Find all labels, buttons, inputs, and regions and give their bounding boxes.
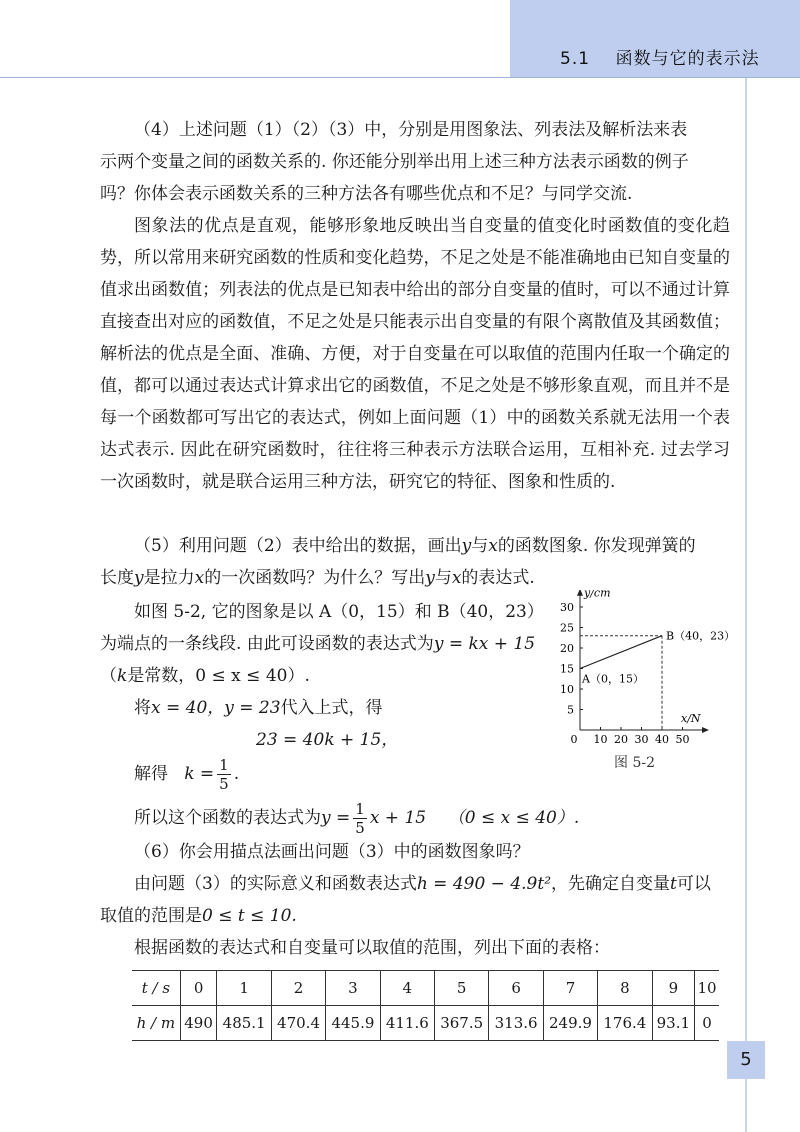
figure-caption: 图 5-2 <box>614 755 655 771</box>
table-cell: 485.1 <box>217 1006 271 1041</box>
fraction-one-fifth-2: $\frac{1}{5}$ <box>355 800 365 837</box>
table-cell: 6 <box>489 971 543 1006</box>
paragraph-2: 图象法的优点是直观，能够形象地反映出当自变量的值变化时函数值的变化趋势，所以常用来研究函数的性质和变化趋势，不足之处是不能准确地由已知自变量的值求出函数值；列表法的优点是已知表中给出的部分自变量的值时，可以不通过计算直接查出对应的函数值，不足之处是只能表示出自变量的有限个离散值及其函数值；解析法的优点是全面、准确、方便，对于自变量在可以取值的范围内任取一个确定的值，都可以通过表达式计算求出它的函数值，不足之处是不够形象直观，而且并不是每一个函数都可写出它的表达式，例如上面问题（1）中的函数关系就无法用一个表达式表示. 因此在研究函数时，往往将三种表示方法联合运用，互相补充. 过去学习一次函数时，就是联合运用三种方法，研究它的特征、图象和性质的. <box>100 216 730 492</box>
margin-rule <box>745 78 747 1132</box>
data-table <box>132 970 719 1041</box>
x-tick-label: 0 <box>570 733 578 746</box>
table-row-h <box>132 1006 719 1041</box>
y-tick-label: 10 <box>560 683 574 696</box>
table-cell: 470.4 <box>271 1006 325 1041</box>
table-cell: 2 <box>271 971 325 1006</box>
y-tick-label: 15 <box>560 662 574 676</box>
table-row-label: t / s <box>132 971 180 1006</box>
paragraph-4-line-3: （k是常数，0 ≤ x ≤ 40）. <box>100 666 310 686</box>
paragraph-1-line-1: （4）上述问题（1）（2）（3）中，分别是用图象法、列表法及解析法来表 <box>134 120 688 140</box>
section-number: 5.1 <box>560 49 591 69</box>
solve-line: 解得 k = $\frac{1}{5}$ . <box>134 756 240 793</box>
question-6: （6）你会用描点法画出问题（3）中的函数图象吗？ <box>134 842 530 862</box>
table-cell: 7 <box>543 971 597 1006</box>
header-rule <box>0 77 800 78</box>
section-header <box>560 44 760 69</box>
x-tick-label: 30 <box>634 733 649 746</box>
x-tick-label: 20 <box>614 733 628 746</box>
y-axis-arrow <box>577 590 583 596</box>
table-row-label: h / m <box>132 1006 180 1041</box>
paragraph-3-line-1: （5）利用问题（2）表中给出的数据，画出y与x的函数图象. 你发现弹簧的 <box>134 536 696 556</box>
table-cell: 249.9 <box>543 1006 597 1041</box>
section-title: 函数与它的表示法 <box>615 49 760 69</box>
equation-1: 23 = 40k + 15， <box>256 730 399 750</box>
table-cell: 1 <box>217 971 271 1006</box>
table-cell: 313.6 <box>489 1006 543 1041</box>
paragraph-1-line-3: 吗？你体会表示函数关系的三种方法各有哪些优点和不足？与同学交流. <box>100 184 633 204</box>
paragraph-9: 根据函数的表达式和自变量可以取值的范围，列出下面的表格： <box>134 938 610 958</box>
table-cell: 176.4 <box>598 1006 652 1041</box>
table-cell: 8 <box>598 971 652 1006</box>
table-cell: 10 <box>695 971 719 1006</box>
fraction-one-fifth: $\frac{1}{5}$ <box>219 756 229 793</box>
page-number: 5 <box>727 1041 765 1079</box>
paragraph-8-line-1: 由问题（3）的实际意义和函数表达式h = 490 − 4.9t²，先确定自变量t可以 <box>134 874 711 894</box>
table-cell: 3 <box>326 971 380 1006</box>
table-cell: 411.6 <box>380 1006 434 1041</box>
table-cell: 93.1 <box>652 1006 695 1041</box>
substitution-line: 将x = 40，y = 23代入上式，得 <box>134 698 383 718</box>
table-row-t <box>132 971 719 1006</box>
table-cell: 0 <box>180 971 217 1006</box>
line-chart <box>550 590 740 750</box>
paragraph-8-line-2: 取值的范围是0 ≤ t ≤ 10. <box>100 906 297 926</box>
table-cell: 0 <box>695 1006 719 1041</box>
paragraph-3-line-2: 长度y是拉力x的一次函数吗？为什么？写出y与x的表达式. <box>100 568 535 588</box>
y-tick-label: 25 <box>560 621 574 635</box>
table-cell: 4 <box>380 971 434 1006</box>
paragraph-1-line-2: 示两个变量之间的函数关系的. 你还能分别举出用上述三种方法表示函数的例子 <box>100 152 689 172</box>
point-label-a: A（0，15） <box>582 672 644 686</box>
table-cell: 9 <box>652 971 695 1006</box>
series-line <box>580 636 662 669</box>
x-tick-label: 10 <box>593 733 608 746</box>
y-tick-label: 5 <box>567 703 574 717</box>
y-tick-label: 30 <box>560 601 574 614</box>
x-axis-arrow <box>702 727 709 733</box>
y-tick-label: 20 <box>560 642 574 655</box>
paragraph-4-line-2: 为端点的一条线段. 由此可设函数的表达式为y = kx + 15 <box>100 634 536 654</box>
point-label-b: B（40，23） <box>666 629 736 643</box>
x-tick-label: 50 <box>675 733 690 746</box>
x-tick-label: 40 <box>655 733 669 746</box>
paragraph-4-line-1: 如图 5-2, 它的图象是以 A（0，15）和 B（40，23） <box>134 602 544 622</box>
result-line: 所以这个函数的表达式为y = $\frac{1}{5}$ x + 15 （0 ≤ x ≤ 40）. <box>134 800 580 837</box>
x-axis-label: x/N <box>681 712 701 725</box>
table-cell: 367.5 <box>435 1006 489 1041</box>
table-cell: 490 <box>180 1006 217 1041</box>
y-axis-label: y/cm <box>584 590 611 600</box>
table-cell: 5 <box>435 971 489 1006</box>
table-cell: 445.9 <box>326 1006 380 1041</box>
